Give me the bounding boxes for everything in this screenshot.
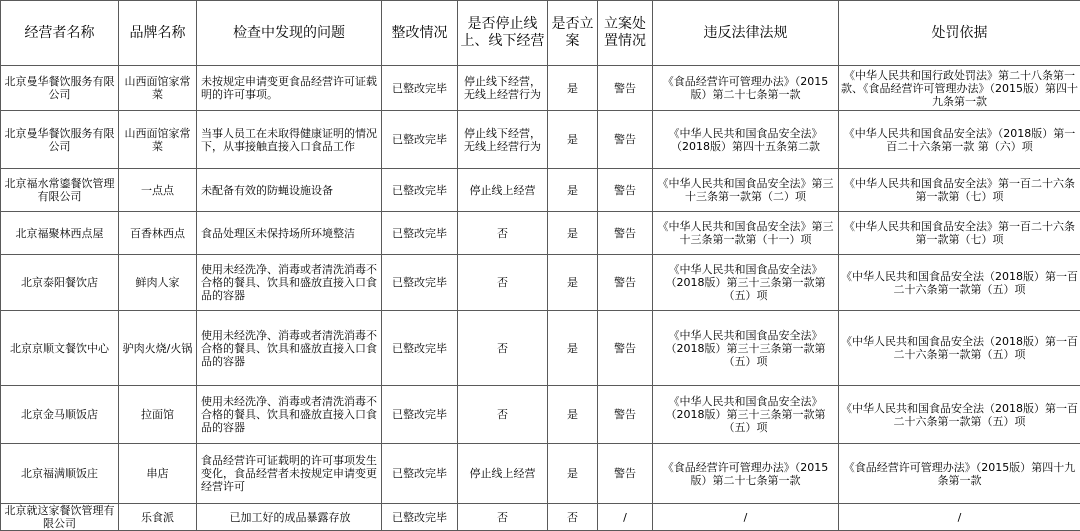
cell-rectification: 已整改完毕: [382, 255, 458, 311]
cell-disposal: 警告: [598, 169, 653, 212]
cell-stopped: 否: [458, 504, 548, 531]
cell-law: 《食品经营许可管理办法》（2015版）第二十七条第一款: [653, 444, 839, 504]
cell-rectification: 已整改完毕: [382, 212, 458, 255]
table-row: [1, 386, 1080, 444]
cell-issue: 使用未经洗净、消毒或者清洗消毒不合格的餐具、饮具和盛放直接入口食品的容器: [197, 255, 382, 311]
cell-rectification: 已整改完毕: [382, 66, 458, 111]
cell-law: 《中华人民共和国食品安全法》（2018版）第三十三条第一款第（五）项: [653, 255, 839, 311]
cell-rectification: 已整改完毕: [382, 169, 458, 212]
cell-stopped: 否: [458, 311, 548, 386]
table-row: [1, 504, 1080, 531]
cell-law: 《中华人民共和国食品安全法》（2018版）第三十三条第一款第（五）项: [653, 386, 839, 444]
cell-filed: 是: [548, 386, 598, 444]
cell-rectification: 已整改完毕: [382, 311, 458, 386]
cell-brand: 拉面馆: [119, 386, 197, 444]
cell-filed: 是: [548, 212, 598, 255]
cell-brand: 百香林西点: [119, 212, 197, 255]
header-filed: 是否立案: [548, 1, 598, 66]
cell-operator: 北京泰阳餐饮店: [1, 255, 119, 311]
table-row: [1, 212, 1080, 255]
cell-operator: 北京曼华餐饮服务有限公司: [1, 111, 119, 169]
cell-operator: 北京就这家餐饮管理有限公司: [1, 504, 119, 531]
cell-disposal: 警告: [598, 444, 653, 504]
cell-brand: 一点点: [119, 169, 197, 212]
table-row: [1, 444, 1080, 504]
cell-operator: 北京福聚林西点屋: [1, 212, 119, 255]
cell-brand: 串店: [119, 444, 197, 504]
cell-basis: 《中华人民共和国食品安全法（2018版）第一百二十六条第一款第（五）项: [839, 386, 1080, 444]
header-basis: 处罚依据: [839, 1, 1080, 66]
cell-issue: 未按规定申请变更食品经营许可证载明的许可事项。: [197, 66, 382, 111]
cell-basis: 《中华人民共和国行政处罚法》第二十八条第一款、《食品经营许可管理办法》（2015版）第四十九条第一款: [839, 66, 1080, 111]
cell-brand: 山西面馆家常菜: [119, 111, 197, 169]
cell-rectification: 已整改完毕: [382, 504, 458, 531]
cell-stopped: 否: [458, 386, 548, 444]
cell-operator: 北京曼华餐饮服务有限公司: [1, 66, 119, 111]
header-disposal: 立案处置情况: [598, 1, 653, 66]
cell-rectification: 已整改完毕: [382, 444, 458, 504]
cell-filed: 是: [548, 311, 598, 386]
cell-filed: 是: [548, 66, 598, 111]
cell-brand: 山西面馆家常菜: [119, 66, 197, 111]
cell-disposal: 警告: [598, 255, 653, 311]
cell-issue: 使用未经洗净、消毒或者清洗消毒不合格的餐具、饮具和盛放直接入口食品的容器: [197, 311, 382, 386]
table-row: [1, 169, 1080, 212]
cell-disposal: 警告: [598, 212, 653, 255]
cell-rectification: 已整改完毕: [382, 111, 458, 169]
cell-basis: 《中华人民共和国食品安全法（2018版）第一百二十六条第一款第（五）项: [839, 311, 1080, 386]
header-operator: 经营者名称: [1, 1, 119, 66]
cell-disposal: 警告: [598, 66, 653, 111]
cell-stopped: 停止线下经营，无线上经营行为: [458, 111, 548, 169]
cell-basis: 《中华人民共和国食品安全法》第一百二十六条第一款第（七）项: [839, 169, 1080, 212]
cell-filed: 是: [548, 444, 598, 504]
cell-issue: 食品经营许可证载明的许可事项发生变化，食品经营者未按规定申请变更经营许可: [197, 444, 382, 504]
table-row: [1, 111, 1080, 169]
cell-operator: 北京福水常鎏餐饮管理有限公司: [1, 169, 119, 212]
cell-law: /: [653, 504, 839, 531]
cell-issue: 使用未经洗净、消毒或者清洗消毒不合格的餐具、饮具和盛放直接入口食品的容器: [197, 386, 382, 444]
cell-disposal: 警告: [598, 311, 653, 386]
cell-filed: 是: [548, 111, 598, 169]
header-rectification: 整改情况: [382, 1, 458, 66]
cell-basis: 《食品经营许可管理办法》（2015版）第四十九条第一款: [839, 444, 1080, 504]
cell-stopped: 否: [458, 212, 548, 255]
cell-brand: 驴肉火烧/火锅: [119, 311, 197, 386]
cell-filed: 是: [548, 169, 598, 212]
cell-disposal: /: [598, 504, 653, 531]
cell-law: 《中华人民共和国食品安全法》（2018版）第四十五条第二款: [653, 111, 839, 169]
cell-law: 《食品经营许可管理办法》（2015版）第二十七条第一款: [653, 66, 839, 111]
cell-operator: 北京福满顺饭庄: [1, 444, 119, 504]
header-issue: 检查中发现的问题: [197, 1, 382, 66]
table-row: [1, 66, 1080, 111]
cell-brand: 乐食派: [119, 504, 197, 531]
cell-basis: 《中华人民共和国食品安全法（2018版）第一百二十六条第一款第（五）项: [839, 255, 1080, 311]
header-stopped: 是否停止线上、线下经营: [458, 1, 548, 66]
cell-law: 《中华人民共和国食品安全法》第三十三条第一款第（十一）项: [653, 212, 839, 255]
cell-brand: 鲜肉人家: [119, 255, 197, 311]
cell-issue: 未配备有效的防蝇设施设备: [197, 169, 382, 212]
cell-operator: 北京金马顺饭店: [1, 386, 119, 444]
cell-issue: 已加工好的成品暴露存放: [197, 504, 382, 531]
cell-operator: 北京京顺文餐饮中心: [1, 311, 119, 386]
cell-basis: /: [839, 504, 1080, 531]
cell-stopped: 停止线上经营: [458, 444, 548, 504]
cell-law: 《中华人民共和国食品安全法》第三十三条第一款第（二）项: [653, 169, 839, 212]
header-law: 违反法律法规: [653, 1, 839, 66]
cell-filed: 是: [548, 255, 598, 311]
cell-stopped: 停止线下经营，无线上经营行为: [458, 66, 548, 111]
table-row: [1, 311, 1080, 386]
cell-rectification: 已整改完毕: [382, 386, 458, 444]
cell-disposal: 警告: [598, 111, 653, 169]
cell-stopped: 否: [458, 255, 548, 311]
cell-issue: 食品处理区未保持场所环境整洁: [197, 212, 382, 255]
cell-filed: 否: [548, 504, 598, 531]
header-brand: 品牌名称: [119, 1, 197, 66]
table-row: [1, 255, 1080, 311]
cell-stopped: 停止线上经营: [458, 169, 548, 212]
cell-issue: 当事人员工在未取得健康证明的情况下，从事接触直接入口食品工作: [197, 111, 382, 169]
header-row: [1, 1, 1080, 66]
cell-basis: 《中华人民共和国食品安全法》第一百二十六条第一款第（七）项: [839, 212, 1080, 255]
cell-law: 《中华人民共和国食品安全法》（2018版）第三十三条第一款第（五）项: [653, 311, 839, 386]
cell-basis: 《中华人民共和国食品安全法》（2018版）第一百二十六条第一款 第（六）项: [839, 111, 1080, 169]
cell-disposal: 警告: [598, 386, 653, 444]
